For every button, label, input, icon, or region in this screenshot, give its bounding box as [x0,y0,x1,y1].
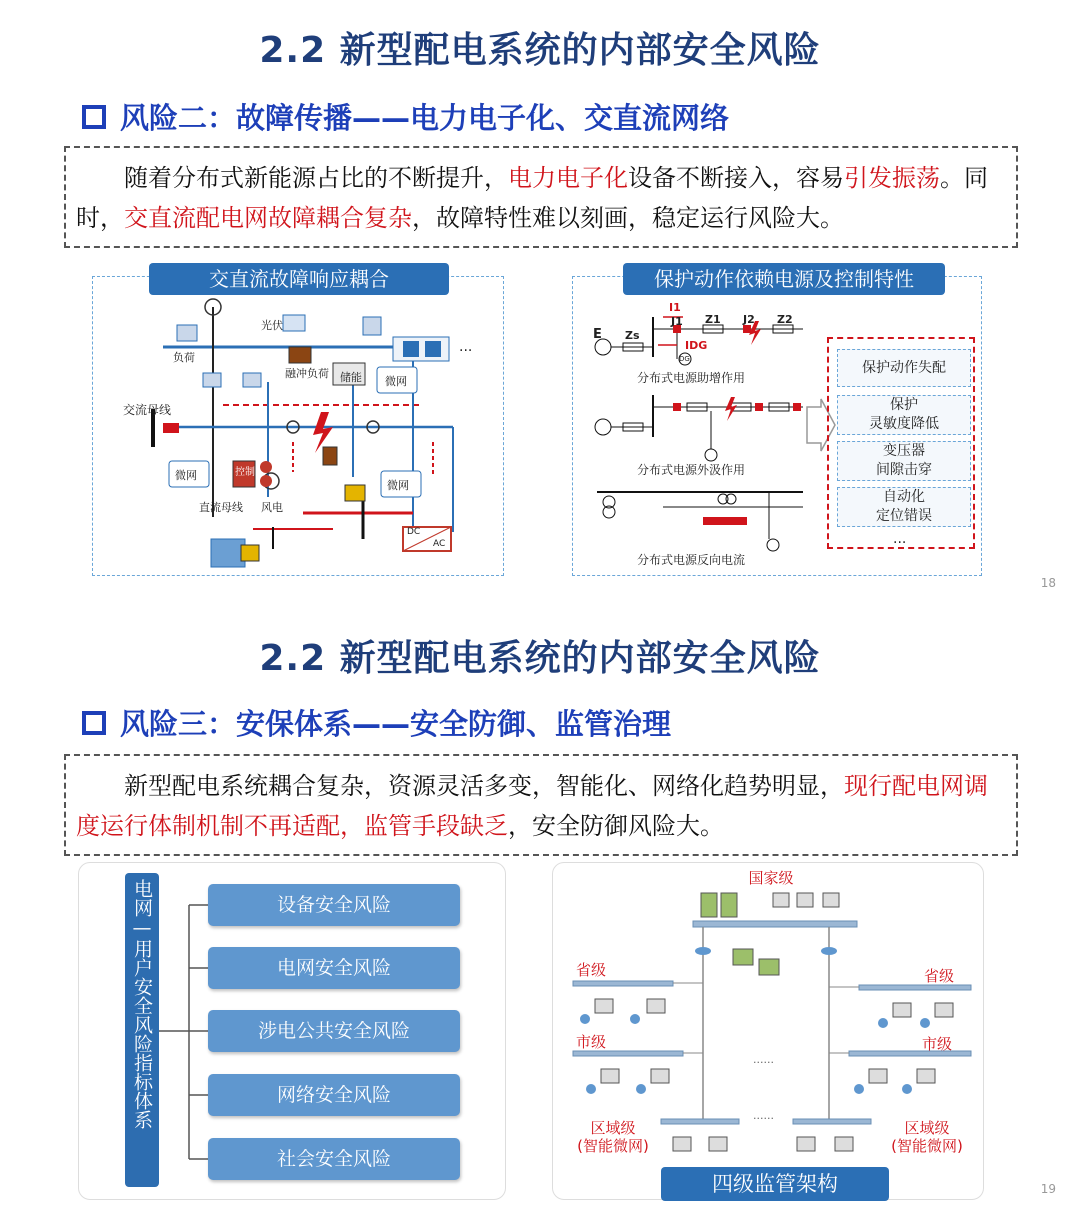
text-run: ，安全防御风险大。 [508,812,724,840]
microgrid-label: 微网 [387,479,409,492]
text-run: 。同时， [76,164,988,232]
risk-item-public: 涉电公共安全风险 [208,1010,460,1052]
storage-label: 储能 [340,371,362,384]
fault-lightning-icon [725,397,737,421]
source-label: E [593,327,602,342]
vertical-title-text: 电网—用户安全风险指标体系 [131,879,153,1129]
risk-item-social: 社会安全风险 [208,1138,460,1180]
highlight-text: 电力电子化 [508,164,628,192]
checkbox-square-icon [82,711,106,735]
microgrid-label: 微网 [175,469,197,482]
slide-subtitle [82,96,729,137]
province-level-label: 省级 [923,967,954,985]
text-run: ，故障特性难以刻画，稳定运行风险大。 [412,204,844,232]
acdc-network-diagram [93,277,505,577]
risk-list [827,337,975,549]
risk-card [837,395,971,435]
dg-label: DG [679,355,690,363]
region-level-label: 区域级 (智能微网) [891,1119,963,1155]
text-run: 随着分布式新能源占比的不断提升， [124,164,508,192]
city-level-label: 市级 [921,1035,952,1053]
checkbox-square-icon [82,105,106,129]
ellipsis: ...... [753,1053,774,1066]
description-box [64,754,1018,856]
microgrid-label: 微网 [385,375,407,388]
risk-card [837,441,971,481]
risk-item-equipment: 设备安全风险 [208,884,460,926]
highlight-text: 现行配电网调度运行体制机制不再适配，监管手段缺乏 [76,772,988,840]
zs-label: Zs [625,329,640,342]
slide-title: 2.2 新型配电系统的内部安全风险 [259,30,821,71]
risk-ellipsis: ... [893,531,907,547]
text-run: 设备不断接入，容易 [628,164,844,192]
risk-card [837,487,971,527]
panel-title: 交直流故障响应耦合 [149,263,449,295]
highlight-text: 交直流配电网故障耦合复杂 [124,204,412,232]
slide-subtitle [82,702,671,743]
page-number: 18 [1040,576,1056,590]
panel-title: 保护动作依赖电源及控制特性 [623,263,945,295]
region-level-label: 区域级 (智能微网) [577,1119,649,1155]
acdc-coupling-panel [92,267,504,576]
highlight-text: 引发振荡 [844,164,940,192]
protection-panel [572,267,982,576]
wind-label: 风电 [261,501,283,514]
impact-load-label: 融冲负荷 [285,367,329,380]
j2-label: J2 [743,313,755,326]
subtitle-text: 风险二：故障传播——电力电子化、交直流网络 [120,101,730,135]
caption-boost: 分布式电源助增作用 [637,371,746,385]
risk-text: 自动化 定位错误 [876,489,932,524]
ellipsis: ... [459,339,473,355]
risk-item-grid: 电网安全风险 [208,947,460,989]
caption-reverse: 分布式电源反向电流 [637,553,746,567]
four-level-label: 四级监管架构 [661,1167,889,1201]
slide-title: 2.2 新型配电系统的内部安全风险 [259,638,821,679]
national-level-label: 国家级 [748,869,794,887]
pv-label: 光伏 [261,319,283,332]
z1-label: Z1 [705,313,721,326]
idg-label: IDG [685,339,708,352]
subtitle-text: 风险三：安保体系——安全防御、监管治理 [120,707,672,741]
load-label: 负荷 [173,351,195,364]
risk-card: 保护动作失配 [837,349,971,387]
z2-label: Z2 [777,313,793,326]
risk-text: 变压器 间隙击穿 [876,443,932,478]
risk-text: 保护 灵敏度降低 [869,397,939,432]
ac-bus-label: 交流母线 [123,403,172,417]
province-level-label: 省级 [575,961,606,979]
ac-label: AC [433,539,446,549]
slide-19 [0,606,1080,1212]
dc-label: DC [407,527,421,537]
description-box [64,146,1018,248]
slide-18 [0,0,1080,600]
dc-bus-label: 直流母线 [199,501,243,514]
text-run: 新型配电系统耦合复杂，资源灵活多变，智能化、网络化趋势明显， [124,772,844,800]
caption-shunt: 分布式电源外汲作用 [637,463,746,477]
risk-item-network: 网络安全风险 [208,1074,460,1116]
j1-label: J1 [671,315,683,328]
control-label: 控制 [235,467,255,478]
ellipsis: ...... [753,1109,774,1122]
city-level-label: 市级 [575,1033,606,1051]
i1-label: I1 [669,301,681,314]
page-number: 19 [1040,1182,1056,1196]
supervision-architecture [552,862,984,1200]
